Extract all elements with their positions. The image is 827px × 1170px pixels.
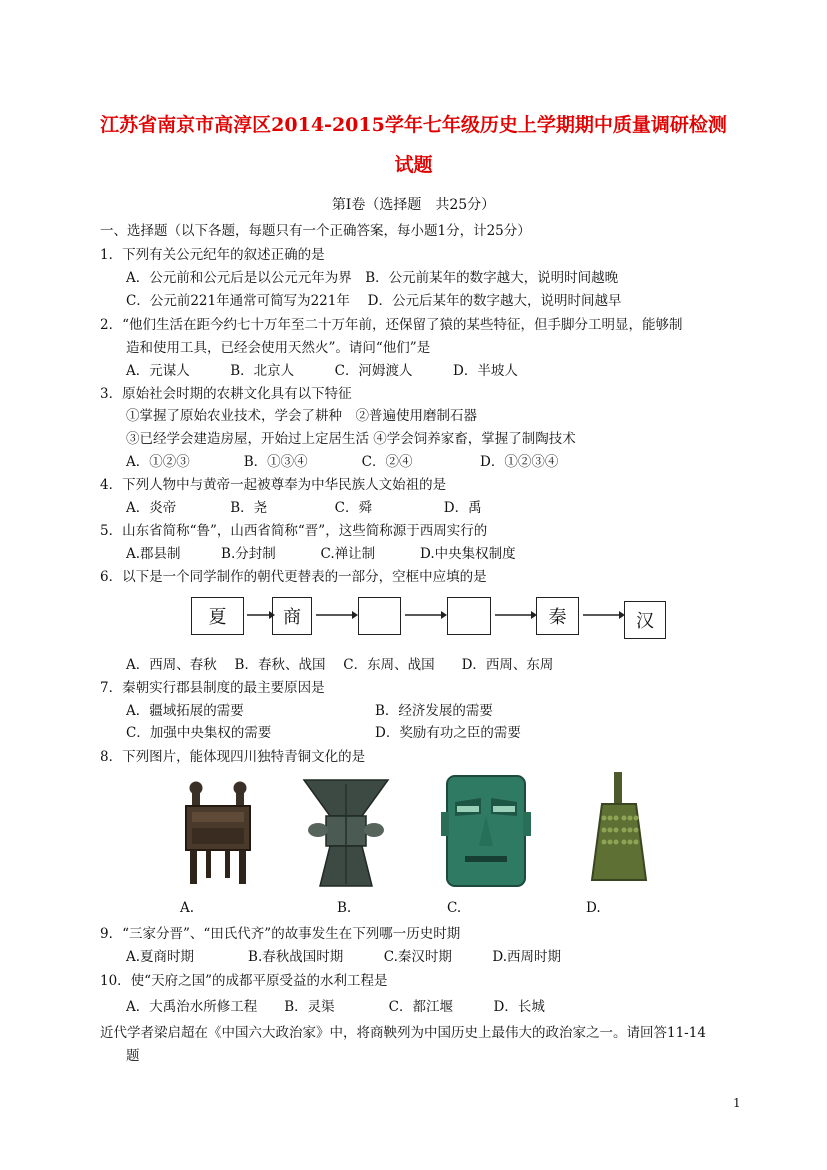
question-10-options: A．大禹治水所修工程 B．灵渠 C．都江堰 D．长城: [126, 999, 545, 1015]
arrow-icon: [403, 605, 447, 625]
question-7-option-d: D．奖励有功之臣的需要: [375, 725, 521, 741]
picture-label-a: A.: [180, 900, 195, 916]
dynasty-box-blank-2: [447, 597, 491, 635]
question-10: 10．使“天府之国”的成都平原受益的水利工程是: [100, 973, 388, 989]
passage-line: 近代学者梁启超在《中国六大政治家》中，将商鞅列为中国历史上最伟大的政治家之一。请回答11-14: [100, 1025, 706, 1041]
question-3-statements-2: ③已经学会建造房屋，开始过上定居生活 ④学会饲养家畜，掌握了制陶技术: [126, 431, 576, 447]
question-1-options-cd: C．公元前221年通常可简写为221年 D．公元后某年的数字越大，说明时间越早: [126, 293, 622, 309]
question-9: 9．“三家分晋”、“田氏代齐”的故事发生在下列哪一历史时期: [100, 926, 461, 942]
page-number: 1: [733, 1096, 741, 1110]
question-2-continued: 造和使用工具，已经会使用天然火”。请问“他们”是: [126, 340, 431, 356]
dynasty-box-qin: 秦: [536, 597, 579, 635]
question-8: 8．下列图片，能体现四川独特青铜文化的是: [100, 749, 366, 765]
question-4-options: A．炎帝 B．尧 C．舜 D．禹: [126, 500, 482, 516]
question-2: 2．“他们生活在距今约七十万年至二十万年前，还保留了猿的某些特征，但手脚分工明显，能够制: [100, 317, 683, 333]
question-5-options: A.郡县制 B.分封制 C.禅让制 D.中央集权制度: [126, 546, 516, 562]
arrow-icon: [314, 605, 358, 625]
dynasty-box-xia: 夏: [191, 597, 244, 635]
section-heading: 第Ⅰ卷（选择题 共25分）: [331, 197, 496, 213]
dynasty-box-blank-1: [358, 597, 401, 635]
question-1-options-ab: A．公元前和公元后是以公元元年为界 B．公元前某年的数字越大，说明时间越晚: [126, 270, 619, 286]
bronze-zun-image: [298, 776, 394, 890]
question-6: 6．以下是一个同学制作的朝代更替表的一部分，空框中应填的是: [100, 569, 487, 585]
question-7: 7．秦朝实行郡县制度的最主要原因是: [100, 680, 325, 696]
picture-label-c: C.: [447, 900, 462, 916]
arrow-icon: [493, 605, 537, 625]
arrow-icon: [245, 605, 275, 625]
question-6-options: A．西周、春秋 B．春秋、战国 C．东周、战国 D．西周、东周: [126, 657, 554, 673]
question-3-options: A．①②③ B．①③④ C．②④ D．①②③④: [126, 454, 559, 470]
question-5: 5．山东省简称“鲁”，山西省简称“晋”，这些简称源于西周实行的: [100, 523, 488, 539]
instruction-line: 一、选择题（以下各题，每题只有一个正确答案，每小题1分，计25分）: [100, 223, 531, 239]
question-2-options: A．元谋人 B．北京人 C．河姆渡人 D．半坡人: [126, 363, 518, 379]
document-title-continued: 试题: [394, 154, 433, 176]
question-9-options: A.夏商时期 B.春秋战国时期 C.秦汉时期 D.西周时期: [126, 949, 562, 965]
question-7-option-c: C．加强中央集权的需要: [126, 725, 272, 741]
document-title: 江苏省南京市高淳区2014-2015学年七年级历史上学期期中质量调研检测: [100, 114, 727, 136]
question-7-option-a: A．疆域拓展的需要: [126, 703, 244, 719]
bronze-ding-image: [180, 778, 256, 888]
arrow-icon: [581, 605, 625, 625]
question-3: 3．原始社会时期的农耕文化具有以下特征: [100, 386, 352, 402]
question-7-option-b: B．经济发展的需要: [375, 703, 493, 719]
question-1: 1．下列有关公元纪年的叙述正确的是: [100, 247, 325, 263]
bronze-mask-image: [441, 772, 531, 890]
bronze-bell-image: [580, 772, 660, 890]
question-4: 4．下列人物中与黄帝一起被尊奉为中华民族人文始祖的是: [100, 477, 447, 493]
passage-line-continued: 题: [126, 1048, 140, 1064]
picture-label-b: B.: [337, 900, 352, 916]
dynasty-box-shang: 商: [272, 597, 312, 635]
question-3-statements-1: ①掌握了原始农业技术，学会了耕种 ②普遍使用磨制石器: [126, 408, 477, 424]
dynasty-box-han: 汉: [624, 601, 666, 639]
picture-label-d: D.: [586, 900, 601, 916]
